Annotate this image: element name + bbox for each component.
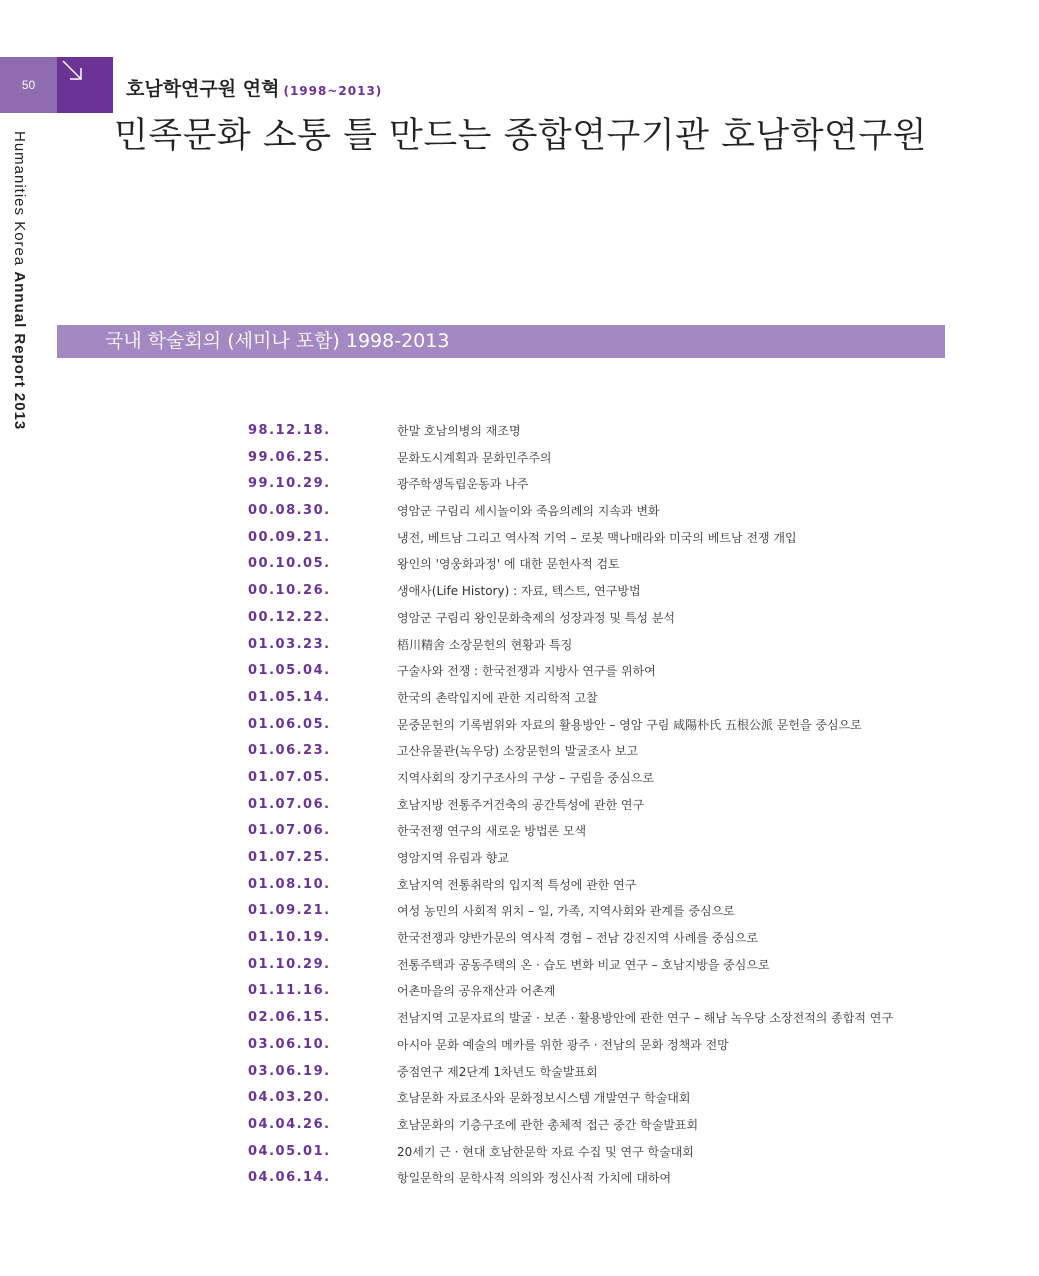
event-date: 01.08.10. (248, 876, 331, 892)
page-number: 50 (0, 57, 57, 113)
event-list (248, 419, 948, 1193)
event-row (248, 1140, 948, 1167)
event-row (248, 739, 948, 766)
event-row (248, 979, 948, 1006)
event-title: 한국의 촌락입지에 관한 지리학적 고찰 (397, 690, 598, 705)
event-title: 문중문헌의 기록범위와 자료의 활용방안 – 영암 구림 咸陽朴氏 五根公派 문헌을 중심으로 (397, 717, 862, 732)
event-row (248, 766, 948, 793)
event-date: 01.07.25. (248, 850, 331, 865)
event-date: 00.10.05. (248, 556, 331, 572)
event-row (248, 899, 948, 926)
event-row (248, 526, 948, 553)
event-title: 광주학생독립운동과 나주 (397, 477, 529, 492)
event-date: 01.07.06. (248, 796, 331, 812)
event-title: 아시아 문화 예술의 메카를 위한 광주 · 전남의 문화 정책과 전망 (397, 1037, 729, 1052)
event-row (248, 499, 948, 526)
event-date: 02.06.15. (248, 1010, 331, 1026)
event-date: 01.11.16. (248, 983, 331, 999)
event-row (248, 1006, 948, 1033)
event-date: 00.08.30. (248, 503, 331, 519)
side-caption-light: Humanities Korea (11, 131, 28, 267)
event-row (248, 552, 948, 579)
event-row (248, 686, 948, 713)
event-row (248, 953, 948, 980)
event-date: 01.06.05. (248, 716, 331, 732)
event-date: 01.09.21. (248, 903, 331, 919)
event-date: 01.07.06. (248, 823, 331, 839)
kicker-range: (1998~2013) (283, 84, 383, 98)
event-date: 01.10.29. (248, 956, 331, 972)
event-date: 01.05.14. (248, 689, 331, 705)
event-date: 01.06.23. (248, 743, 331, 759)
event-date: 99.06.25. (248, 449, 331, 465)
kicker-text: 호남학연구원 연혁 (126, 78, 280, 100)
event-title: 호남문화의 기층구조에 관한 총체적 접근 중간 학술발표회 (397, 1117, 699, 1132)
event-row (248, 846, 948, 873)
event-row (248, 1166, 948, 1193)
event-title: 전남지역 고문자료의 발굴 · 보존 · 활용방안에 관한 연구 – 해남 녹우당 소장전적의 종합적 연구 (397, 1011, 893, 1026)
event-date: 01.07.05. (248, 769, 331, 785)
event-title: 호남문화 자료조사와 문화정보시스템 개발연구 학술대회 (397, 1091, 691, 1106)
section-header: 국내 학술회의 (세미나 포함) 1998-2013 (57, 325, 945, 358)
event-row (248, 1033, 948, 1060)
header-kicker (126, 74, 382, 101)
event-title: 여성 농민의 사회적 위치 – 일, 가족, 지역사회와 관계를 중심으로 (397, 904, 735, 919)
event-title: 구술사와 전쟁 : 한국전쟁과 지방사 연구를 위하여 (397, 664, 656, 679)
event-date: 04.03.20. (248, 1090, 331, 1106)
event-title: 한국전쟁 연구의 새로운 방법론 모색 (397, 824, 587, 839)
event-title: 왕인의 '영웅화과정' 에 대한 문헌사적 검토 (397, 557, 620, 572)
event-title: 영암군 구림리 세시놀이와 죽음의례의 지속과 변화 (397, 504, 660, 519)
event-row (248, 926, 948, 953)
event-row (248, 579, 948, 606)
event-row (248, 713, 948, 740)
event-row (248, 472, 948, 499)
event-title: 전통주택과 공동주택의 온 · 습도 변화 비교 연구 – 호남지방을 중심으로 (397, 957, 770, 972)
event-title: 항일문학의 문학사적 의의와 정신사적 가치에 대하여 (397, 1171, 672, 1186)
event-title: 중점연구 제2단계 1차년도 학술발표회 (397, 1064, 598, 1079)
event-title: 20세기 근 · 현대 호남한문학 자료 수집 및 연구 학술대회 (397, 1144, 694, 1159)
event-title: 어촌마을의 공유재산과 어촌계 (397, 984, 556, 999)
event-title: 영암군 구림리 왕인문화축제의 성장과정 및 특성 분석 (397, 610, 675, 625)
event-row (248, 1113, 948, 1140)
arrow-down-right-icon (57, 57, 113, 113)
event-row (248, 606, 948, 633)
event-date: 00.10.26. (248, 583, 331, 599)
event-date: 04.05.01. (248, 1143, 331, 1159)
event-row (248, 793, 948, 820)
event-title: 지역사회의 장기구조사의 구상 – 구림을 중심으로 (397, 770, 654, 785)
event-title: 문화도시계획과 문화민주주의 (397, 450, 552, 465)
event-row (248, 1086, 948, 1113)
event-row (248, 819, 948, 846)
event-row (248, 873, 948, 900)
event-row (248, 1060, 948, 1087)
event-title: 영암지역 유림과 향교 (397, 851, 509, 865)
event-title: 호남지역 전통취락의 입지적 특성에 관한 연구 (397, 877, 637, 892)
event-title: 냉전, 베트남 그리고 역사적 기억 – 로봇 맥나매라와 미국의 베트남 전쟁 개입 (397, 530, 797, 545)
event-date: 03.06.10. (248, 1036, 331, 1052)
side-caption-bold: Annual Report 2013 (11, 271, 28, 431)
event-date: 04.04.26. (248, 1116, 331, 1132)
event-date: 00.12.22. (248, 609, 331, 625)
event-row (248, 446, 948, 473)
event-date: 99.10.29. (248, 476, 331, 492)
arrow-decoration (57, 57, 113, 113)
event-title: 생애사(Life History) : 자료, 텍스트, 연구방법 (397, 584, 641, 599)
event-date: 01.05.04. (248, 663, 331, 679)
page-title: 민족문화 소통 틀 만드는 종합연구기관 호남학연구원 (114, 116, 927, 156)
event-title: 호남지방 전통주거건축의 공간특성에 관한 연구 (397, 797, 645, 812)
event-date: 04.06.14. (248, 1170, 331, 1186)
event-title: 梧川精舍 소장문헌의 현황과 특징 (397, 637, 573, 652)
event-date: 01.03.23. (248, 636, 331, 652)
side-caption (11, 131, 28, 430)
event-date: 00.09.21. (248, 529, 331, 545)
event-title: 한말 호남의병의 재조명 (397, 424, 521, 438)
event-date: 01.10.19. (248, 930, 331, 946)
event-row (248, 659, 948, 686)
event-row (248, 633, 948, 660)
event-date: 98.12.18. (248, 423, 331, 438)
event-title: 한국전쟁과 양반가문의 역사적 경험 – 전남 강진지역 사례를 중심으로 (397, 931, 759, 946)
event-date: 03.06.19. (248, 1063, 331, 1079)
event-title: 고산유물관(녹우당) 소장문헌의 발굴조사 보고 (397, 744, 639, 759)
event-row (248, 419, 948, 446)
